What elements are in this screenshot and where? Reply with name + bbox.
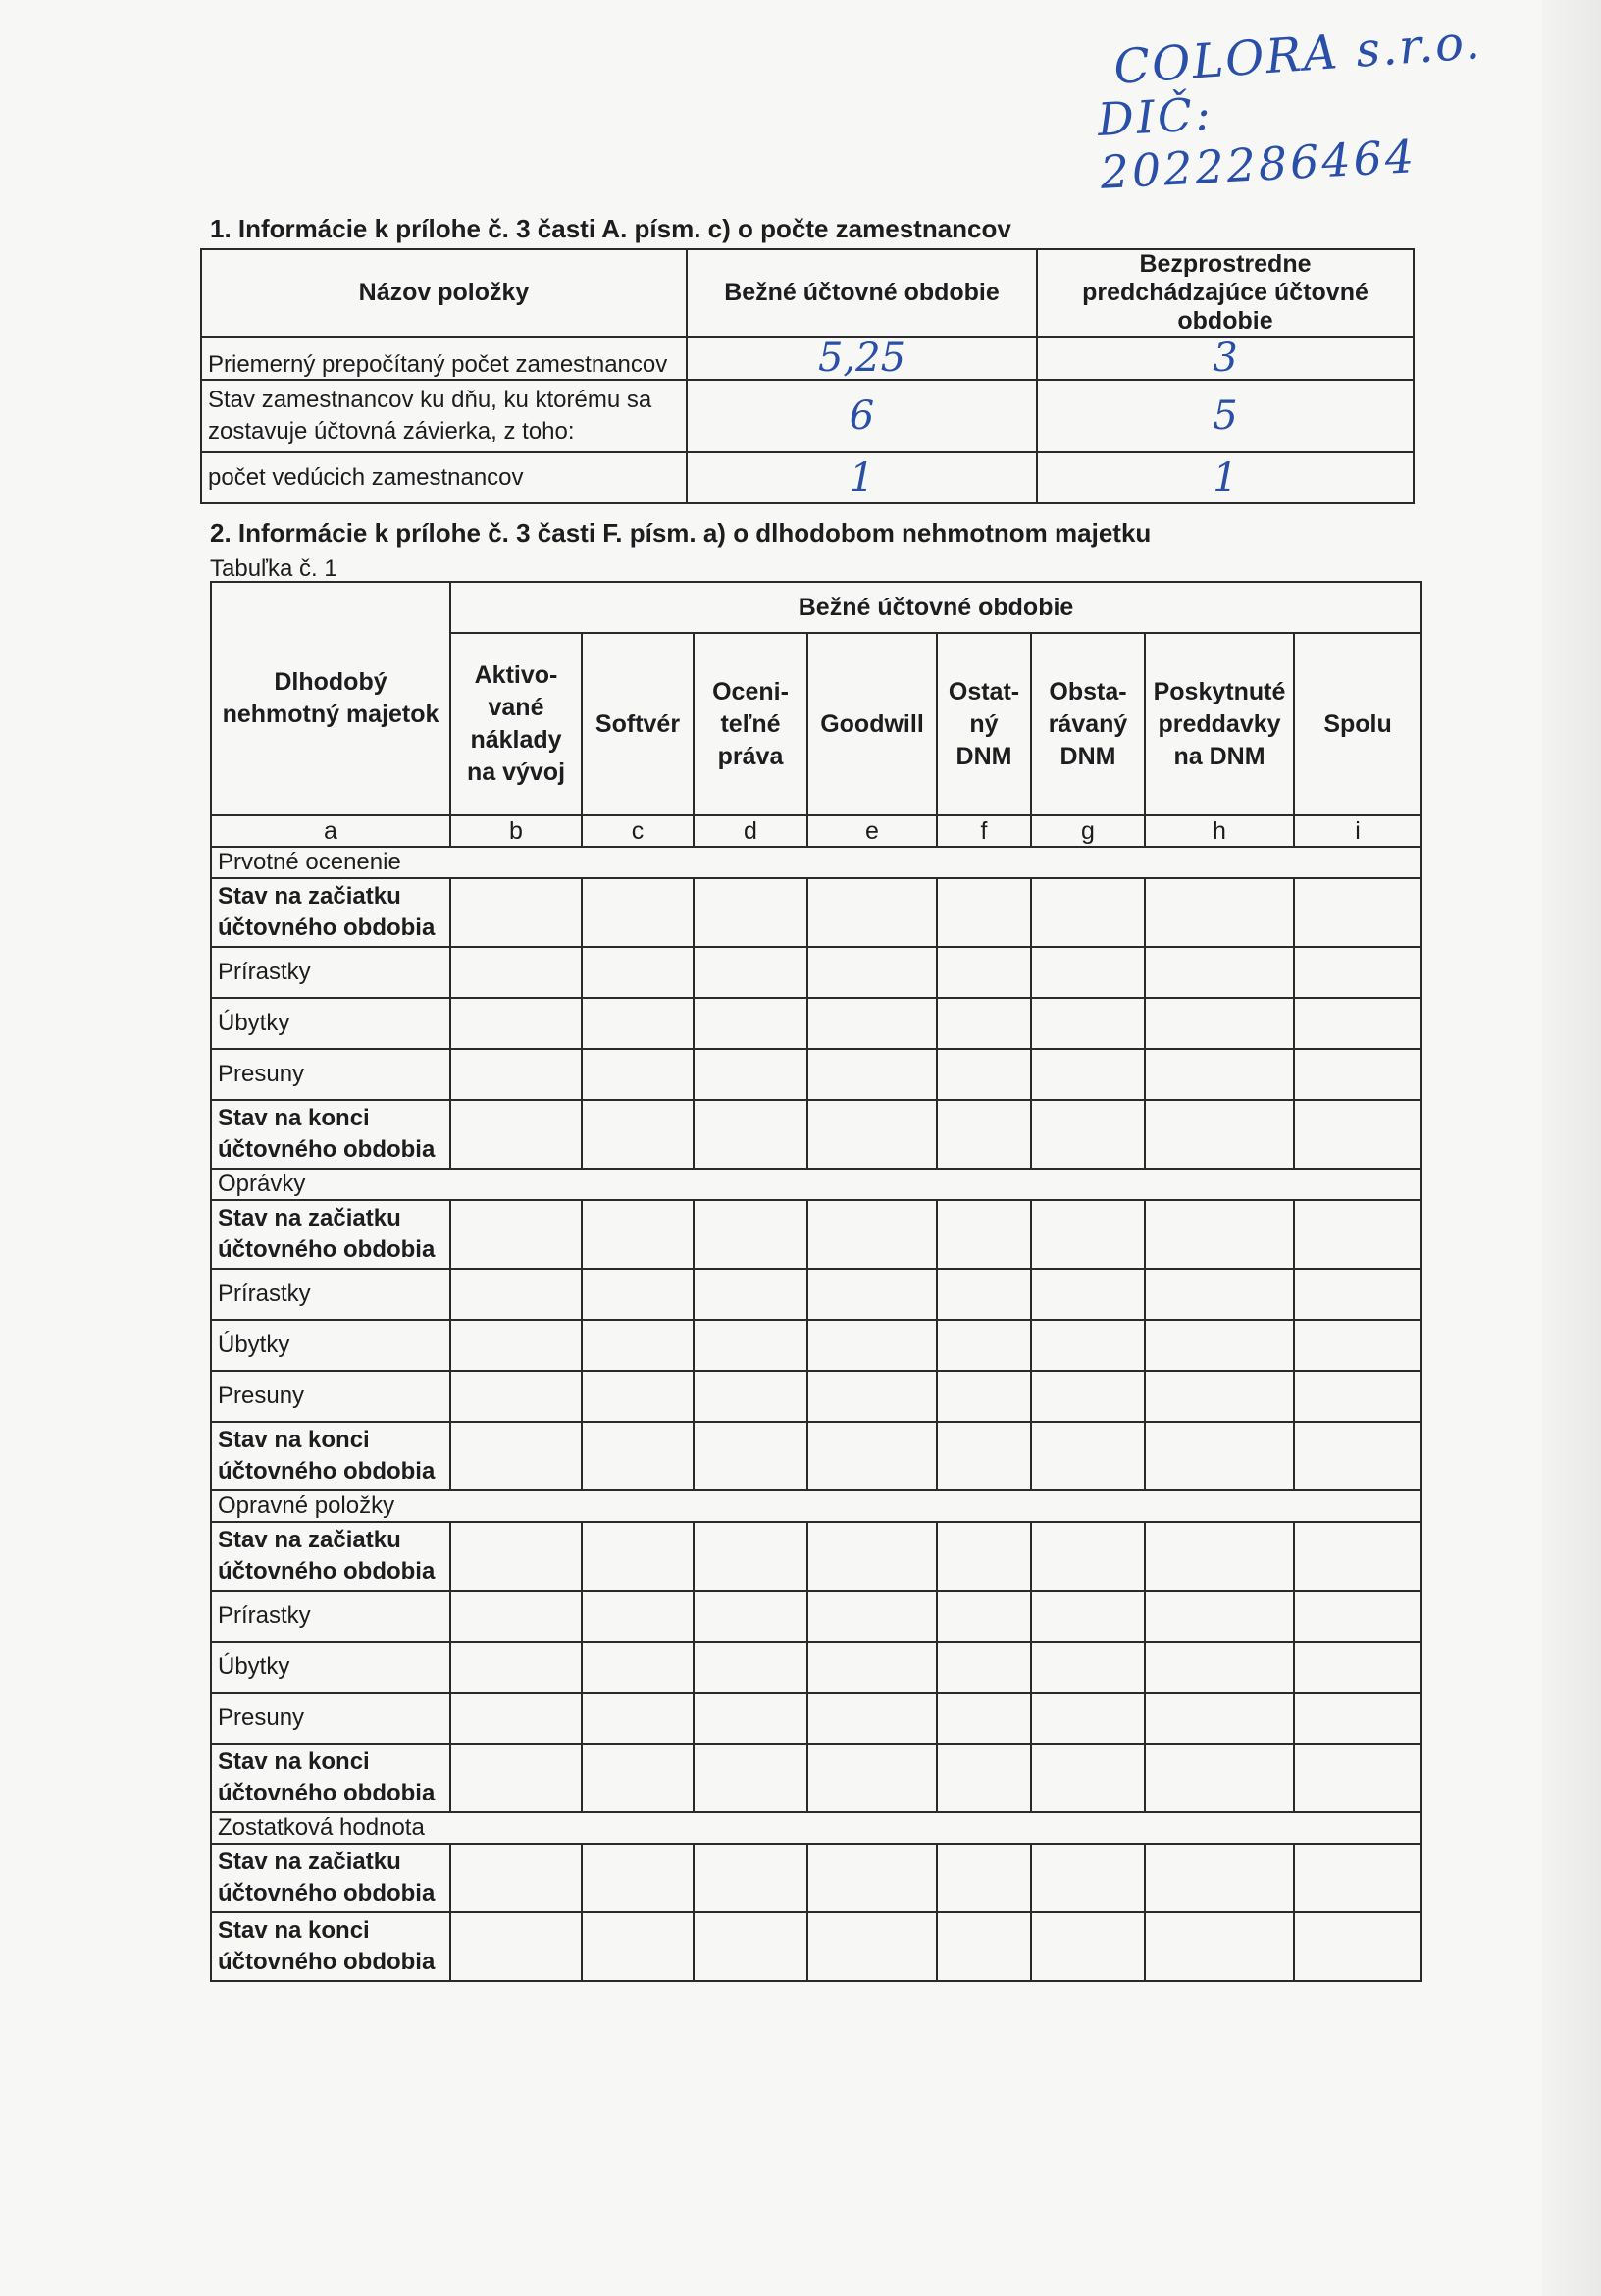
section1-title: 1. Informácie k prílohe č. 3 časti A. písm. c) o počte zamestnancov: [210, 214, 1011, 243]
value-cell: [807, 1269, 937, 1320]
value-cell: [1031, 1320, 1145, 1371]
value-cell: [450, 1200, 582, 1269]
letter-f: f: [937, 815, 1031, 847]
value-cell: [694, 1642, 807, 1693]
row-label: Úbytky: [211, 1642, 450, 1693]
value-cell: [450, 878, 582, 947]
value-cell: [1294, 1200, 1421, 1269]
col-header-software: Softvér: [582, 633, 694, 815]
value-cell: [807, 1200, 937, 1269]
row-label: Stav na začiatku účtovného obdobia: [211, 1844, 450, 1912]
value-cell: [937, 1320, 1031, 1371]
row-managers-label: počet vedúcich zamestnancov: [201, 452, 687, 503]
value-cell: [1031, 1200, 1145, 1269]
value-cell: [937, 1693, 1031, 1744]
value-cell: [694, 1320, 807, 1371]
value-cell: [694, 878, 807, 947]
value-cell: [1145, 1591, 1294, 1642]
value-cell: [694, 1100, 807, 1169]
value-cell: [937, 1200, 1031, 1269]
row-headcount-current: 6: [687, 380, 1037, 452]
row-header: Dlhodobý nehmotný majetok: [211, 582, 450, 815]
table-row: [211, 947, 1421, 998]
value-cell: [1145, 1912, 1294, 1981]
value-cell: [1031, 1642, 1145, 1693]
value-cell: [582, 1269, 694, 1320]
value-cell: [1294, 1591, 1421, 1642]
header-current-period: Bežné účtovné obdobie: [687, 249, 1037, 337]
value-cell: [694, 1522, 807, 1591]
value-cell: [1294, 878, 1421, 947]
page-edge: [1542, 0, 1601, 2296]
value-cell: [937, 1912, 1031, 1981]
row-label: Stav na začiatku účtovného obdobia: [211, 878, 450, 947]
value-cell: [582, 1642, 694, 1693]
value-cell: [450, 1269, 582, 1320]
letter-g: g: [1031, 815, 1145, 847]
value-cell: [582, 1591, 694, 1642]
value-cell: [807, 1100, 937, 1169]
value-cell: [450, 1591, 582, 1642]
value-cell: [450, 998, 582, 1049]
row-average-current: 5,25: [687, 337, 1037, 380]
value-cell: [582, 1371, 694, 1422]
value-cell: [450, 1371, 582, 1422]
group-heading: Oprávky: [211, 1169, 1421, 1200]
value-cell: [937, 1049, 1031, 1100]
table-row: [211, 1693, 1421, 1744]
value-cell: [937, 1522, 1031, 1591]
value-cell: [694, 1049, 807, 1100]
value-cell: [937, 1642, 1031, 1693]
value-cell: [1294, 1320, 1421, 1371]
value-cell: [450, 1642, 582, 1693]
value-cell: [1031, 1422, 1145, 1490]
employees-table: [200, 248, 1415, 504]
table-row: [211, 1744, 1421, 1812]
value-cell: [1294, 1371, 1421, 1422]
value-cell: [1294, 998, 1421, 1049]
row-label: Presuny: [211, 1049, 450, 1100]
row-label: Stav na konci účtovného obdobia: [211, 1912, 450, 1981]
table-row: [211, 1844, 1421, 1912]
value-cell: [1294, 1693, 1421, 1744]
value-cell: [694, 947, 807, 998]
row-label: Prírastky: [211, 947, 450, 998]
table-row: [211, 1320, 1421, 1371]
col-header-acquired: Obsta-rávaný DNM: [1031, 633, 1145, 815]
table-row: [211, 1522, 1421, 1591]
col-header-rights: Oceni-teľné práva: [694, 633, 807, 815]
table-row: [211, 1422, 1421, 1490]
letter-i: i: [1294, 815, 1421, 847]
value-cell: [1145, 1200, 1294, 1269]
value-cell: [1145, 878, 1294, 947]
value-cell: [1145, 1422, 1294, 1490]
letter-e: e: [807, 815, 937, 847]
value-cell: [694, 1200, 807, 1269]
value-cell: [1031, 947, 1145, 998]
value-cell: [1294, 1422, 1421, 1490]
value-cell: [1294, 1844, 1421, 1912]
value-cell: [694, 1591, 807, 1642]
table-row: [211, 1912, 1421, 1981]
value-cell: [582, 1100, 694, 1169]
value-cell: [1145, 1522, 1294, 1591]
value-cell: [1294, 947, 1421, 998]
handwritten-tax-id: DIČ: 2022286464: [1096, 86, 1419, 199]
value-cell: [1294, 1744, 1421, 1812]
table-row: [211, 878, 1421, 947]
row-managers-current: 1: [687, 452, 1037, 503]
col-header-development: Aktivo-vané náklady na vývoj: [450, 633, 582, 815]
value-cell: [807, 1320, 937, 1371]
value-cell: [582, 1744, 694, 1812]
value-cell: [937, 1371, 1031, 1422]
value-cell: [450, 1422, 582, 1490]
value-cell: [1031, 1744, 1145, 1812]
value-cell: [450, 1100, 582, 1169]
group-heading: Zostatková hodnota: [211, 1812, 1421, 1844]
header-previous-period: Bezprostredne predchádzajúce účtovné obdobie: [1037, 249, 1414, 337]
value-cell: [450, 1320, 582, 1371]
value-cell: [694, 1844, 807, 1912]
value-cell: [450, 1844, 582, 1912]
value-cell: [1294, 1269, 1421, 1320]
value-cell: [1294, 1049, 1421, 1100]
value-cell: [1294, 1912, 1421, 1981]
table-row: [211, 1591, 1421, 1642]
value-cell: [694, 1422, 807, 1490]
value-cell: [937, 1591, 1031, 1642]
value-cell: [1145, 947, 1294, 998]
table-row: [211, 1642, 1421, 1693]
value-cell: [1145, 1642, 1294, 1693]
value-cell: [1294, 1100, 1421, 1169]
value-cell: [582, 1049, 694, 1100]
value-cell: [1145, 1269, 1294, 1320]
value-cell: [1031, 998, 1145, 1049]
value-cell: [807, 1844, 937, 1912]
letter-h: h: [1145, 815, 1294, 847]
row-label: Stav na konci účtovného obdobia: [211, 1422, 450, 1490]
value-cell: [1145, 1693, 1294, 1744]
value-cell: [450, 1912, 582, 1981]
col-header-other: Ostat-ný DNM: [937, 633, 1031, 815]
value-cell: [1031, 878, 1145, 947]
value-cell: [694, 1269, 807, 1320]
period-header: Bežné účtovné obdobie: [450, 582, 1421, 633]
value-cell: [450, 1693, 582, 1744]
row-label: Úbytky: [211, 1320, 450, 1371]
group-heading: Opravné položky: [211, 1490, 1421, 1522]
table-row: [211, 1269, 1421, 1320]
col-header-advances: Poskytnuté preddavky na DNM: [1145, 633, 1294, 815]
value-cell: [694, 1744, 807, 1812]
value-cell: [1031, 1591, 1145, 1642]
value-cell: [1031, 1100, 1145, 1169]
value-cell: [582, 1912, 694, 1981]
value-cell: [1145, 1744, 1294, 1812]
value-cell: [450, 1049, 582, 1100]
value-cell: [694, 1912, 807, 1981]
group-heading: Prvotné ocenenie: [211, 847, 1421, 878]
value-cell: [582, 1693, 694, 1744]
row-label: Úbytky: [211, 998, 450, 1049]
value-cell: [937, 1422, 1031, 1490]
row-managers-previous: 1: [1037, 452, 1414, 503]
col-header-total: Spolu: [1294, 633, 1421, 815]
value-cell: [1031, 1693, 1145, 1744]
value-cell: [1294, 1642, 1421, 1693]
header-item-name: Názov položky: [201, 249, 687, 337]
letter-b: b: [450, 815, 582, 847]
table-row: [211, 998, 1421, 1049]
value-cell: [807, 1049, 937, 1100]
value-cell: [807, 1591, 937, 1642]
letter-d: d: [694, 815, 807, 847]
value-cell: [582, 1844, 694, 1912]
value-cell: [1145, 998, 1294, 1049]
row-label: Prírastky: [211, 1269, 450, 1320]
table-row: [211, 1049, 1421, 1100]
value-cell: [1031, 1269, 1145, 1320]
row-headcount-label: Stav zamestnancov ku dňu, ku ktorému sa zostavuje účtovná závierka, z toho:: [201, 380, 687, 452]
value-cell: [807, 1693, 937, 1744]
value-cell: [937, 947, 1031, 998]
value-cell: [807, 1912, 937, 1981]
row-label: Presuny: [211, 1693, 450, 1744]
handwritten-company: COLORA s.r.o.: [1111, 14, 1483, 96]
value-cell: [937, 998, 1031, 1049]
value-cell: [1145, 1371, 1294, 1422]
row-label: Stav na začiatku účtovného obdobia: [211, 1522, 450, 1591]
value-cell: [937, 1269, 1031, 1320]
value-cell: [582, 947, 694, 998]
col-header-goodwill: Goodwill: [807, 633, 937, 815]
value-cell: [694, 1371, 807, 1422]
row-label: Stav na začiatku účtovného obdobia: [211, 1200, 450, 1269]
table-row: [211, 1100, 1421, 1169]
value-cell: [694, 1693, 807, 1744]
value-cell: [582, 1522, 694, 1591]
row-label: Stav na konci účtovného obdobia: [211, 1100, 450, 1169]
value-cell: [582, 998, 694, 1049]
table-row: [211, 1200, 1421, 1269]
letter-c: c: [582, 815, 694, 847]
handwritten-note: [1096, 14, 1511, 199]
table-row: [211, 1371, 1421, 1422]
value-cell: [937, 1744, 1031, 1812]
value-cell: [1031, 1371, 1145, 1422]
value-cell: [807, 947, 937, 998]
row-label: Stav na konci účtovného obdobia: [211, 1744, 450, 1812]
value-cell: [807, 878, 937, 947]
intangible-assets-table: [210, 581, 1422, 1982]
row-headcount-previous: 5: [1037, 380, 1414, 452]
value-cell: [582, 1200, 694, 1269]
value-cell: [694, 998, 807, 1049]
value-cell: [1294, 1522, 1421, 1591]
value-cell: [1031, 1844, 1145, 1912]
value-cell: [582, 1320, 694, 1371]
value-cell: [1145, 1320, 1294, 1371]
value-cell: [807, 998, 937, 1049]
row-average-label: Priemerný prepočítaný počet zamestnancov: [201, 337, 687, 380]
value-cell: [807, 1522, 937, 1591]
value-cell: [1031, 1522, 1145, 1591]
row-label: Presuny: [211, 1371, 450, 1422]
value-cell: [450, 1744, 582, 1812]
value-cell: [450, 1522, 582, 1591]
value-cell: [937, 1844, 1031, 1912]
letter-a: a: [211, 815, 450, 847]
value-cell: [807, 1422, 937, 1490]
value-cell: [1145, 1844, 1294, 1912]
value-cell: [807, 1642, 937, 1693]
value-cell: [450, 947, 582, 998]
value-cell: [937, 878, 1031, 947]
value-cell: [582, 878, 694, 947]
value-cell: [807, 1744, 937, 1812]
value-cell: [582, 1422, 694, 1490]
value-cell: [1145, 1049, 1294, 1100]
value-cell: [807, 1371, 937, 1422]
section2-subtitle: Tabuľka č. 1: [210, 555, 337, 582]
value-cell: [1031, 1912, 1145, 1981]
row-label: Prírastky: [211, 1591, 450, 1642]
row-average-previous: 3: [1037, 337, 1414, 380]
value-cell: [937, 1100, 1031, 1169]
value-cell: [1031, 1049, 1145, 1100]
section2-title: 2. Informácie k prílohe č. 3 časti F. písm. a) o dlhodobom nehmotnom majetku: [210, 518, 1152, 548]
value-cell: [1145, 1100, 1294, 1169]
